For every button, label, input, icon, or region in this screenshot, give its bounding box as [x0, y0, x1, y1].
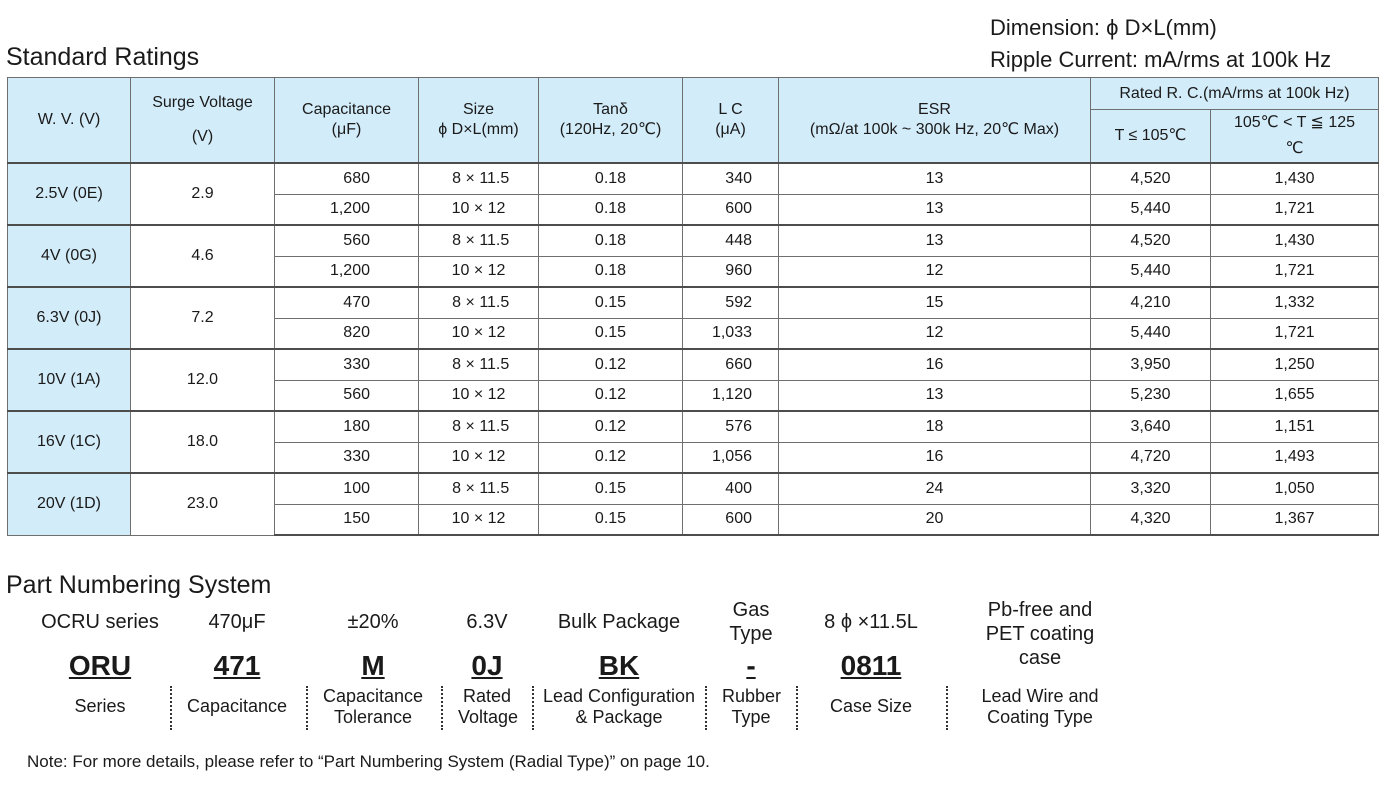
- cell-size: 8 × 11.5: [419, 287, 539, 318]
- cell-esr: 16: [779, 442, 1091, 473]
- cell-rc-125: 1,721: [1211, 194, 1379, 225]
- cell-tan: 0.18: [539, 163, 683, 194]
- pn-label: Capacitance Tolerance: [322, 686, 424, 727]
- cell-wv: 4V (0G): [8, 225, 131, 287]
- header-surge: [131, 78, 275, 164]
- cell-esr: 13: [779, 225, 1091, 256]
- header-t2: [1211, 110, 1379, 164]
- pn-separator: [170, 686, 172, 730]
- cell-rc-105: 5,440: [1091, 318, 1211, 349]
- cell-rc-125: 1,151: [1211, 411, 1379, 442]
- header-lc-l1: L C: [718, 101, 743, 118]
- cell-rc-105: 4,320: [1091, 504, 1211, 535]
- header-capacitance: [275, 78, 419, 164]
- cell-rc-105: 5,440: [1091, 256, 1211, 287]
- pn-case-size: [800, 610, 942, 717]
- pn-code: 0811: [840, 650, 902, 681]
- cell-tan: 0.12: [539, 380, 683, 411]
- cell-tan: 0.12: [539, 442, 683, 473]
- cell-tan: 0.15: [539, 473, 683, 504]
- pn-voltage: [444, 610, 530, 728]
- cell-capacitance: 680: [275, 163, 419, 194]
- cell-lc: 960: [683, 256, 779, 287]
- pn-lead-wire: [950, 598, 1130, 728]
- cell-esr: 13: [779, 380, 1091, 411]
- pn-desc: OCRU series: [41, 611, 159, 633]
- cell-size: 8 × 11.5: [419, 473, 539, 504]
- cell-size: 10 × 12: [419, 504, 539, 535]
- cell-rc-125: 1,655: [1211, 380, 1379, 411]
- header-tan-l1: Tanδ: [593, 101, 628, 118]
- header-tan: [539, 78, 683, 164]
- pn-label: Lead Wire and Coating Type: [981, 686, 1099, 727]
- cell-size: 10 × 12: [419, 380, 539, 411]
- cell-surge: 18.0: [131, 411, 275, 473]
- cell-rc-125: 1,721: [1211, 318, 1379, 349]
- pn-capacitance: [172, 610, 302, 717]
- header-t2-l1: 105℃ < T ≦ 125: [1233, 114, 1356, 131]
- pn-series: [30, 610, 170, 717]
- page-title: Standard Ratings: [6, 43, 200, 71]
- pn-desc: ±20%: [347, 611, 399, 633]
- cell-capacitance: 560: [275, 380, 419, 411]
- cell-size: 10 × 12: [419, 442, 539, 473]
- cell-wv: 10V (1A): [8, 349, 131, 411]
- cell-rc-105: 4,520: [1091, 163, 1211, 194]
- cell-lc: 400: [683, 473, 779, 504]
- cell-tan: 0.15: [539, 504, 683, 535]
- pn-rubber: [708, 598, 794, 728]
- pn-separator: [532, 686, 534, 730]
- cell-lc: 576: [683, 411, 779, 442]
- table-row: [8, 287, 1379, 318]
- pn-code: ORU: [68, 650, 132, 681]
- cell-tan: 0.12: [539, 349, 683, 380]
- cell-capacitance: 560: [275, 225, 419, 256]
- cell-tan: 0.18: [539, 256, 683, 287]
- pn-separator: [306, 686, 308, 730]
- cell-wv: 16V (1C): [8, 411, 131, 473]
- pn-label: Rated Voltage: [458, 686, 519, 727]
- header-cap-l1: Capacitance: [302, 101, 391, 118]
- cell-tan: 0.15: [539, 287, 683, 318]
- pn-desc: 6.3V: [466, 611, 508, 633]
- cell-esr: 12: [779, 318, 1091, 349]
- cell-rc-105: 3,640: [1091, 411, 1211, 442]
- cell-size: 8 × 11.5: [419, 411, 539, 442]
- pn-desc: Pb-free and PET coating case: [985, 599, 1095, 669]
- pn-separator: [946, 686, 948, 730]
- cell-rc-125: 1,250: [1211, 349, 1379, 380]
- cell-capacitance: 1,200: [275, 256, 419, 287]
- pn-desc: Gas Type: [729, 599, 773, 645]
- cell-wv: 20V (1D): [8, 473, 131, 535]
- cell-rc-105: 5,440: [1091, 194, 1211, 225]
- cell-surge: 12.0: [131, 349, 275, 411]
- cell-rc-125: 1,332: [1211, 287, 1379, 318]
- cell-tan: 0.18: [539, 225, 683, 256]
- cell-lc: 592: [683, 287, 779, 318]
- cell-surge: 4.6: [131, 225, 275, 287]
- table-row: [8, 473, 1379, 504]
- cell-rc-125: 1,430: [1211, 163, 1379, 194]
- cell-rc-125: 1,367: [1211, 504, 1379, 535]
- table-row: [8, 411, 1379, 442]
- cell-rc-105: 4,210: [1091, 287, 1211, 318]
- pn-desc: Bulk Package: [557, 611, 681, 633]
- cell-capacitance: 330: [275, 349, 419, 380]
- cell-capacitance: 1,200: [275, 194, 419, 225]
- cell-size: 8 × 11.5: [419, 225, 539, 256]
- cell-tan: 0.15: [539, 318, 683, 349]
- header-rated-rc: Rated R. C.(mA/rms at 100k Hz): [1091, 78, 1379, 110]
- cell-capacitance: 180: [275, 411, 419, 442]
- pn-separator: [705, 686, 707, 730]
- cell-capacitance: 470: [275, 287, 419, 318]
- cell-lc: 600: [683, 504, 779, 535]
- cell-surge: 23.0: [131, 473, 275, 535]
- cell-size: 8 × 11.5: [419, 163, 539, 194]
- cell-lc: 660: [683, 349, 779, 380]
- cell-lc: 1,033: [683, 318, 779, 349]
- cell-lc: 448: [683, 225, 779, 256]
- pn-code: -: [746, 650, 756, 681]
- cell-rc-105: 4,720: [1091, 442, 1211, 473]
- header-lc: [683, 78, 779, 164]
- header-surge-l1: Surge Voltage: [152, 94, 253, 111]
- pn-desc: 8 ϕ ×11.5L: [824, 611, 918, 633]
- cell-capacitance: 150: [275, 504, 419, 535]
- part-numbering-title: Part Numbering System: [6, 571, 272, 599]
- pn-code: 471: [213, 650, 261, 681]
- table-row: [8, 349, 1379, 380]
- cell-size: 10 × 12: [419, 256, 539, 287]
- dimension-note: Dimension: ϕ D×L(mm): [990, 15, 1217, 40]
- cell-capacitance: 330: [275, 442, 419, 473]
- cell-rc-105: 3,950: [1091, 349, 1211, 380]
- cell-esr: 12: [779, 256, 1091, 287]
- cell-esr: 20: [779, 504, 1091, 535]
- header-cap-l2: (μF): [331, 121, 362, 138]
- cell-surge: 7.2: [131, 287, 275, 349]
- cell-wv: 6.3V (0J): [8, 287, 131, 349]
- ripple-note: Ripple Current: mA/rms at 100k Hz: [990, 47, 1332, 72]
- header-wv: W. V. (V): [8, 78, 131, 164]
- cell-tan: 0.12: [539, 411, 683, 442]
- cell-rc-125: 1,493: [1211, 442, 1379, 473]
- cell-size: 8 × 11.5: [419, 349, 539, 380]
- pn-code: BK: [598, 650, 640, 681]
- cell-rc-105: 4,520: [1091, 225, 1211, 256]
- header-size-l2: ϕ D×L(mm): [438, 121, 519, 138]
- cell-size: 10 × 12: [419, 194, 539, 225]
- header-tan-l2: (120Hz, 20℃): [559, 121, 662, 138]
- cell-lc: 600: [683, 194, 779, 225]
- cell-esr: 18: [779, 411, 1091, 442]
- header-t2-l2: ℃: [1285, 140, 1304, 157]
- cell-rc-125: 1,721: [1211, 256, 1379, 287]
- cell-capacitance: 100: [275, 473, 419, 504]
- cell-lc: 340: [683, 163, 779, 194]
- header-size-l1: Size: [462, 101, 495, 118]
- cell-rc-125: 1,050: [1211, 473, 1379, 504]
- pn-tolerance: [312, 610, 434, 728]
- cell-esr: 15: [779, 287, 1091, 318]
- cell-esr: 16: [779, 349, 1091, 380]
- cell-lc: 1,056: [683, 442, 779, 473]
- cell-wv: 2.5V (0E): [8, 163, 131, 225]
- header-esr: [779, 78, 1091, 164]
- header-lc-l2: (μA): [715, 121, 746, 138]
- pn-package: [535, 610, 703, 728]
- cell-rc-105: 3,320: [1091, 473, 1211, 504]
- pn-code: M: [361, 650, 385, 681]
- pn-label: Rubber Type: [722, 686, 782, 727]
- cell-size: 10 × 12: [419, 318, 539, 349]
- table-row: [8, 163, 1379, 194]
- header-size: [419, 78, 539, 164]
- header-esr-l2: (mΩ/at 100k ~ 300k Hz, 20℃ Max): [809, 121, 1060, 138]
- pn-label: Case Size: [829, 696, 913, 716]
- pn-code: 0J: [471, 650, 503, 681]
- pn-desc: 470μF: [208, 611, 266, 633]
- pn-label: Lead Configuration & Package: [542, 686, 696, 727]
- cell-rc-125: 1,430: [1211, 225, 1379, 256]
- header-t1: T ≤ 105℃: [1091, 110, 1211, 164]
- cell-esr: 13: [779, 194, 1091, 225]
- cell-esr: 24: [779, 473, 1091, 504]
- cell-capacitance: 820: [275, 318, 419, 349]
- pn-separator: [441, 686, 443, 730]
- pn-label: Capacitance: [186, 696, 288, 716]
- cell-esr: 13: [779, 163, 1091, 194]
- cell-tan: 0.18: [539, 194, 683, 225]
- footnote: Note: For more details, please refer to “Part Numbering System (Radial Type)” on page 10.: [27, 752, 710, 771]
- units-note: [990, 12, 1331, 76]
- table-row: [8, 225, 1379, 256]
- cell-surge: 2.9: [131, 163, 275, 225]
- header-surge-l2: (V): [191, 128, 214, 145]
- cell-rc-105: 5,230: [1091, 380, 1211, 411]
- pn-separator: [796, 686, 798, 730]
- standard-ratings-table: [7, 77, 1379, 536]
- header-esr-l1: ESR: [918, 101, 951, 118]
- pn-label: Series: [74, 696, 126, 716]
- cell-lc: 1,120: [683, 380, 779, 411]
